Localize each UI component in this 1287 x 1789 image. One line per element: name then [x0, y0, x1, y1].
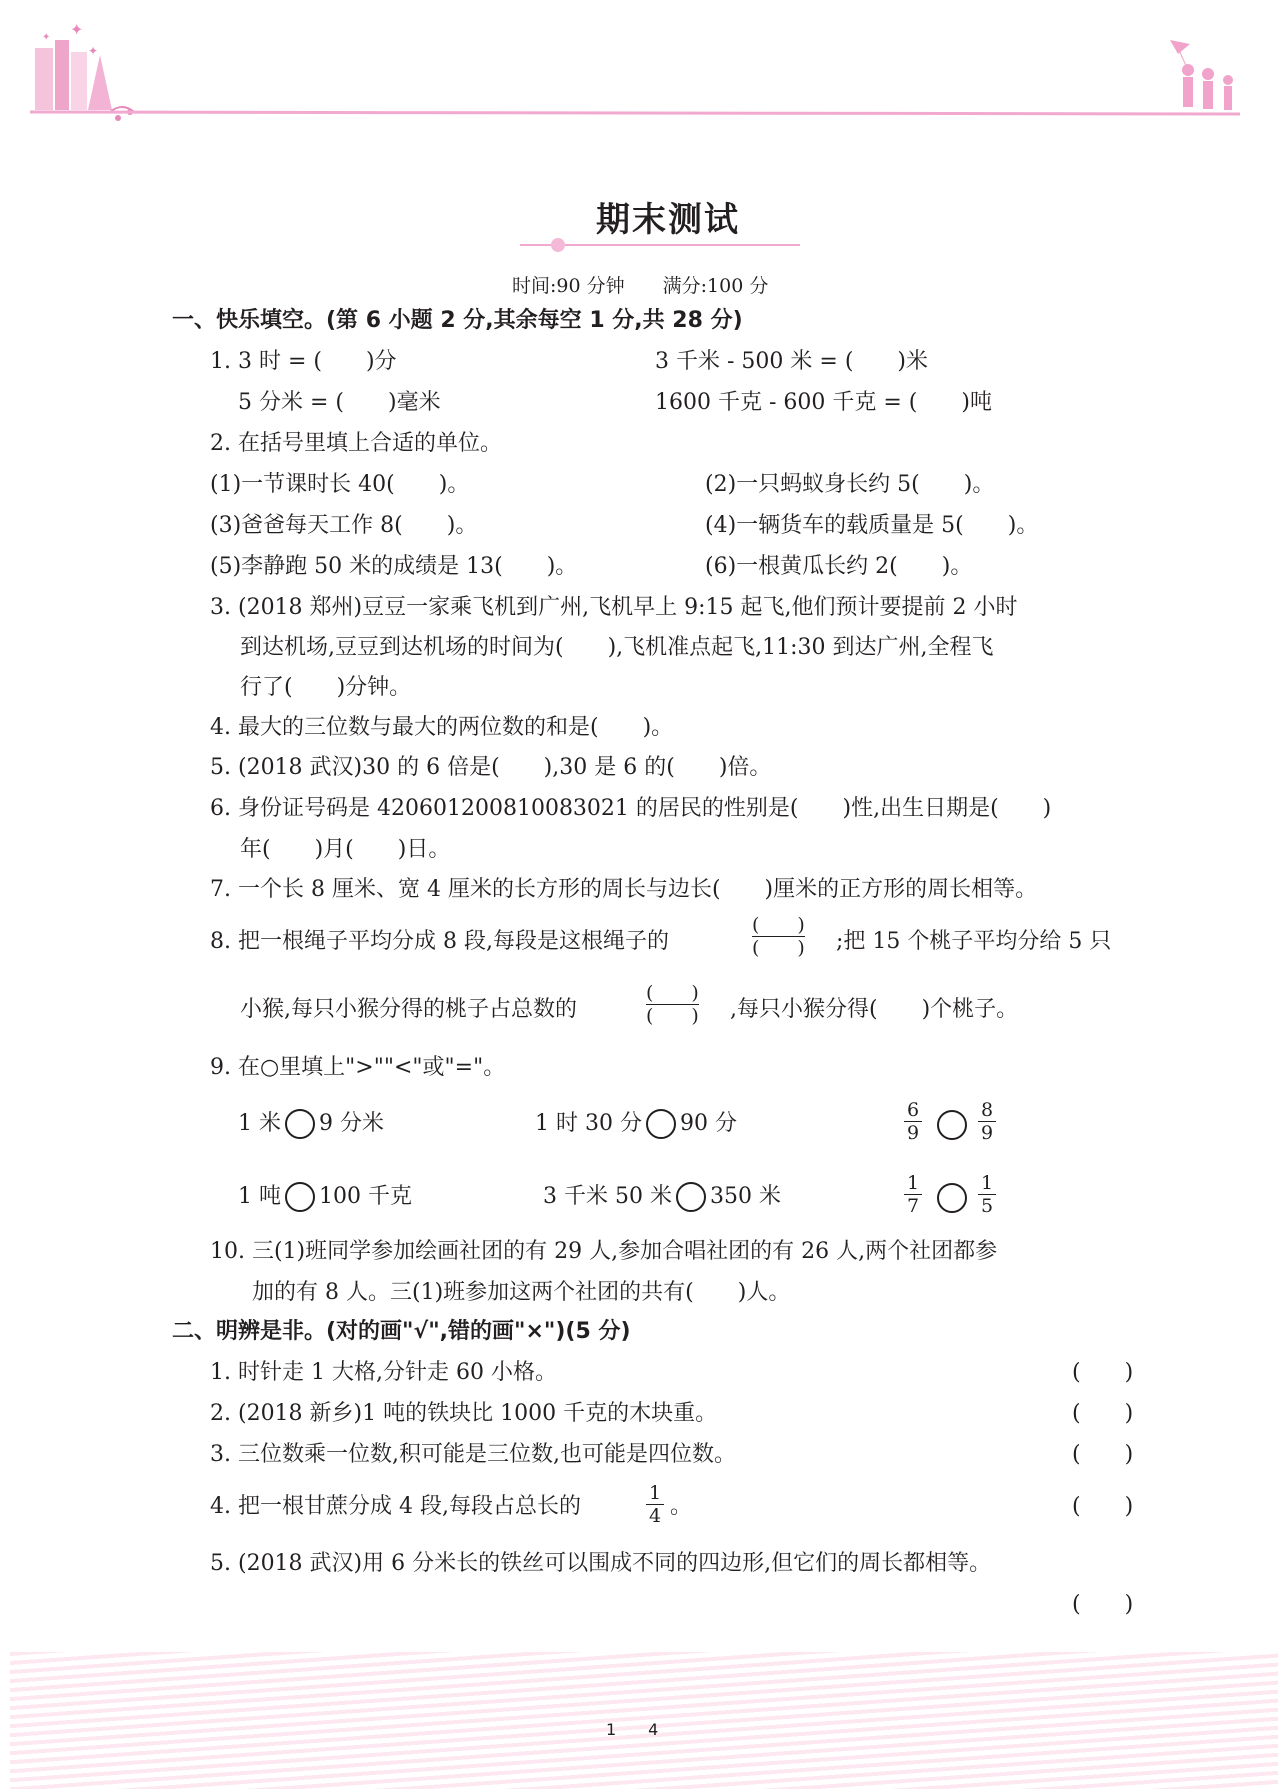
- compare-circle-icon[interactable]: [676, 1182, 706, 1212]
- compare-circle-icon[interactable]: [937, 1183, 967, 1213]
- judge-4-answer[interactable]: ( ): [1072, 1494, 1134, 1519]
- fraction-denominator: 4: [648, 1505, 662, 1527]
- q3-line2: 到达机场,豆豆到达机场的时间为( ),飞机准点起飞,11:30 到达广州,全程飞: [240, 635, 994, 660]
- q9-d: [238, 1181, 412, 1213]
- compare-circle-icon[interactable]: [937, 1110, 967, 1140]
- fraction-denominator: 9: [980, 1122, 994, 1144]
- section-1-heading: 一、快乐填空。(第 6 小题 2 分,其余每空 1 分,共 28 分): [172, 308, 743, 333]
- q8-fraction-1: [752, 914, 805, 959]
- fraction-numerator: 8: [980, 1099, 994, 1121]
- fraction-numerator: ( ): [646, 982, 699, 1004]
- q2-4: (4)一辆货车的载质量是 5( )。: [705, 513, 1039, 538]
- svg-text:✦: ✦: [70, 20, 84, 39]
- judge-4-fraction: [646, 1482, 664, 1527]
- fraction-denominator: 5: [980, 1195, 994, 1217]
- compare-circle-icon[interactable]: [285, 1109, 315, 1139]
- q9-a-left: 1 米: [238, 1111, 281, 1136]
- fraction-denominator: 7: [906, 1195, 920, 1217]
- q1-a: 1. 3 时 = ( )分: [210, 349, 397, 374]
- q9-b-left: 1 时 30 分: [535, 1111, 642, 1136]
- q9-text: 9. 在○里填上">""<"或"="。: [210, 1055, 506, 1080]
- q8-line2-a: 小猴,每只小猴分得的桃子占总数的: [240, 997, 577, 1022]
- page-title: 期末测试: [596, 200, 740, 240]
- q3-line1: 3. (2018 郑州)豆豆一家乘飞机到广州,飞机早上 9:15 起飞,他们预计要提前 2 小时: [210, 595, 1018, 620]
- q9-e-left: 3 千米 50 米: [543, 1184, 672, 1209]
- header-books-icon: [0, 0, 1287, 140]
- judge-4-a: 4. 把一根甘蔗分成 4 段,每段占总长的: [210, 1494, 581, 1519]
- q9-f-left-fraction: [904, 1172, 922, 1217]
- fraction-denominator: ( ): [646, 1005, 699, 1027]
- q8-line2-b: ,每只小猴分得( )个桃子。: [730, 997, 1019, 1022]
- judge-2-answer[interactable]: ( ): [1072, 1401, 1134, 1426]
- q6-line2: 年( )月( )日。: [240, 837, 451, 862]
- fraction-numerator: 1: [648, 1482, 662, 1504]
- q9-f-right-fraction: [978, 1172, 996, 1217]
- fraction-numerator: 1: [906, 1172, 920, 1194]
- q2-5: (5)李静跑 50 米的成绩是 13( )。: [210, 554, 578, 579]
- fraction-denominator: ( ): [752, 937, 805, 959]
- q9-d-left: 1 吨: [238, 1184, 281, 1209]
- judge-1: 1. 时针走 1 大格,分针走 60 小格。: [210, 1360, 557, 1385]
- q2-2: (2)一只蚂蚁身长约 5( )。: [705, 472, 995, 497]
- q1-c: 5 分米 = ( )毫米: [238, 390, 441, 415]
- q6-line1: 6. 身份证号码是 420601200810083021 的居民的性别是( )性,出生日期是( ): [210, 796, 1052, 821]
- fraction-numerator: 1: [980, 1172, 994, 1194]
- judge-5-answer[interactable]: ( ): [1072, 1592, 1134, 1617]
- q9-b-right: 90 分: [679, 1111, 737, 1136]
- q3-line3: 行了( )分钟。: [240, 675, 412, 700]
- q10-line2: 加的有 8 人。三(1)班参加这两个社团的共有( )人。: [252, 1280, 791, 1305]
- q7-text: 7. 一个长 8 厘米、宽 4 厘米的长方形的周长与边长( )厘米的正方形的周长相等。: [210, 877, 1038, 902]
- q4-text: 4. 最大的三位数与最大的两位数的和是( )。: [210, 715, 674, 740]
- compare-circle-icon[interactable]: [285, 1182, 315, 1212]
- q9-c-right-fraction: [978, 1099, 996, 1144]
- q1-b: 3 千米 - 500 米 = ( )米: [655, 349, 928, 374]
- header-decoration: [0, 0, 1287, 140]
- q9-c-left-fraction: [904, 1099, 922, 1144]
- q9-e-right: 350 米: [709, 1184, 781, 1209]
- judge-1-answer[interactable]: ( ): [1072, 1360, 1134, 1385]
- q9-e: [543, 1181, 781, 1213]
- section-2-heading: 二、明辨是非。(对的画"√",错的画"×")(5 分): [172, 1319, 631, 1344]
- q5-text: 5. (2018 武汉)30 的 6 倍是( ),30 是 6 的( )倍。: [210, 755, 772, 780]
- q2-text: 2. 在括号里填上合适的单位。: [210, 431, 502, 456]
- q2-1: (1)一节课时长 40( )。: [210, 472, 470, 497]
- fraction-denominator: 9: [906, 1122, 920, 1144]
- q2-6: (6)一根黄瓜长约 2( )。: [705, 554, 973, 579]
- judge-5: 5. (2018 武汉)用 6 分米长的铁丝可以围成不同的四边形,但它们的周长都相等。: [210, 1551, 992, 1576]
- page-number: 1 4: [606, 1720, 659, 1739]
- q1-d: 1600 千克 - 600 千克 = ( )吨: [655, 390, 992, 415]
- judge-3: 3. 三位数乘一位数,积可能是三位数,也可能是四位数。: [210, 1442, 736, 1467]
- svg-text:✦: ✦: [42, 32, 51, 43]
- title-dot-icon: [551, 238, 565, 252]
- exam-info: 时间:90 分钟 满分:100 分: [512, 275, 769, 297]
- q2-3: (3)爸爸每天工作 8( )。: [210, 513, 478, 538]
- compare-circle-icon[interactable]: [646, 1109, 676, 1139]
- q9-a-right: 9 分米: [319, 1111, 384, 1136]
- fraction-numerator: ( ): [752, 914, 805, 936]
- judge-3-answer[interactable]: ( ): [1072, 1442, 1134, 1467]
- fraction-numerator: 6: [906, 1099, 920, 1121]
- judge-2: 2. (2018 新乡)1 吨的铁块比 1000 千克的木块重。: [210, 1401, 718, 1426]
- svg-text:✦: ✦: [88, 44, 99, 58]
- q8-line1-b: ;把 15 个桃子平均分给 5 只: [836, 929, 1112, 954]
- q9-d-right: 100 千克: [319, 1184, 412, 1209]
- q8-fraction-2: [646, 982, 699, 1027]
- judge-4-b: 。: [670, 1494, 693, 1519]
- q9-a: [238, 1108, 384, 1140]
- q9-b: [535, 1108, 737, 1140]
- q10-line1: 10. 三(1)班同学参加绘画社团的有 29 人,参加合唱社团的有 26 人,两个社团都参: [210, 1239, 998, 1264]
- q8-line1-a: 8. 把一根绳子平均分成 8 段,每段是这根绳子的: [210, 929, 669, 954]
